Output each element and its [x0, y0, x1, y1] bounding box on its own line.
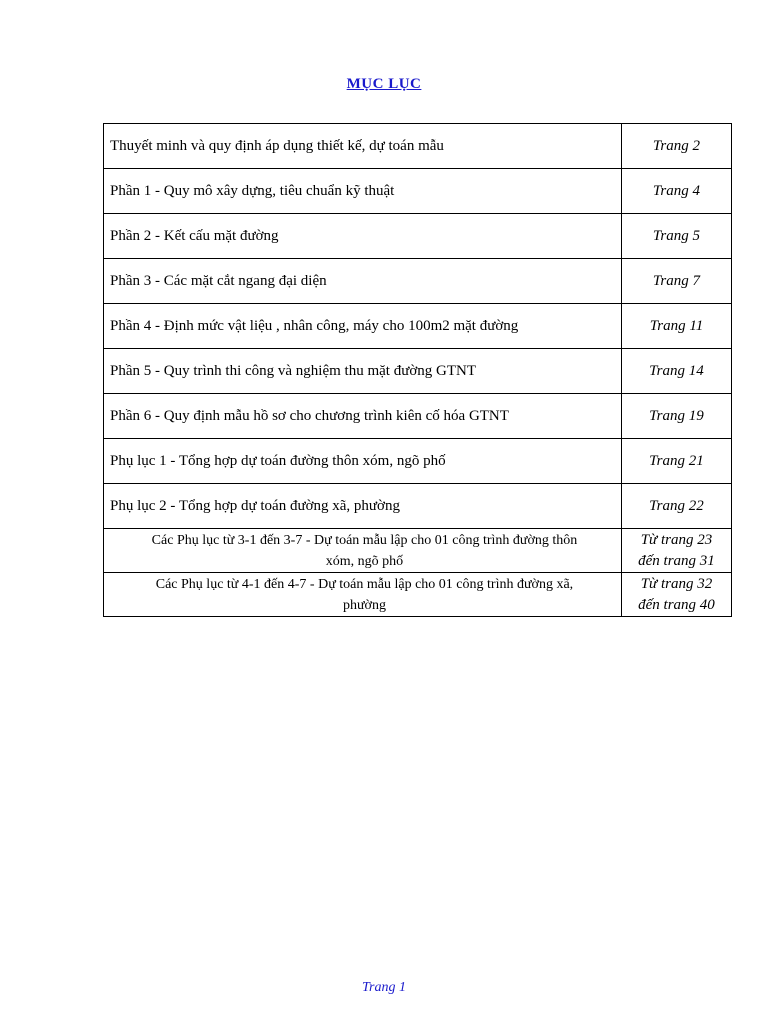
toc-page: Trang 5 [621, 214, 731, 259]
toc-row [104, 349, 732, 394]
toc-entry [104, 573, 622, 617]
toc-entry-line: Các Phụ lục từ 4-1 đến 4-7 - Dự toán mẫu lập cho 01 công trình đường xã, [155, 576, 574, 592]
toc-row [104, 439, 732, 484]
toc-entry: Phần 1 - Quy mô xây dựng, tiêu chuẩn kỹ thuật [104, 169, 622, 214]
toc-page [621, 529, 731, 573]
toc-row [104, 214, 732, 259]
toc-page [621, 573, 731, 617]
toc-row [104, 529, 732, 573]
toc-page: Trang 7 [621, 259, 731, 304]
toc-entry: Thuyết minh và quy định áp dụng thiết kế, dự toán mẫu [104, 124, 622, 169]
toc-row [104, 394, 732, 439]
toc-page: Trang 22 [621, 484, 731, 529]
toc-entry: Phần 3 - Các mặt cắt ngang đại diện [104, 259, 622, 304]
toc-entry-line: phường [342, 597, 386, 613]
page-footer: Trang 1 [362, 980, 406, 995]
toc-entry-line: Các Phụ lục từ 3-1 đến 3-7 - Dự toán mẫu lập cho 01 công trình đường thôn [151, 532, 578, 548]
toc-page: Trang 19 [621, 394, 731, 439]
toc-entry-line: xóm, ngõ phố [325, 553, 404, 569]
toc-row [104, 484, 732, 529]
toc-entry: Phụ lục 1 - Tổng hợp dự toán đường thôn xóm, ngõ phố [104, 439, 622, 484]
toc-row [104, 259, 732, 304]
toc-entry: Phần 4 - Định mức vật liệu , nhân công, máy cho 100m2 mặt đường [104, 304, 622, 349]
toc-page-line: đến trang 31 [638, 552, 715, 569]
toc-page: Trang 2 [621, 124, 731, 169]
toc-heading: MỤC LỤC [346, 76, 422, 92]
toc-page: Trang 11 [621, 304, 731, 349]
toc-table [103, 123, 732, 617]
toc-row [104, 304, 732, 349]
toc-row [104, 169, 732, 214]
toc-entry [104, 529, 622, 573]
toc-page: Trang 21 [621, 439, 731, 484]
toc-page-line: Từ trang 32 [640, 575, 713, 592]
toc-entry: Phần 5 - Quy trình thi công và nghiệm thu mặt đường GTNT [104, 349, 622, 394]
toc-entry: Phần 6 - Quy định mẫu hồ sơ cho chương trình kiên cố hóa GTNT [104, 394, 622, 439]
toc-entry: Phụ lục 2 - Tổng hợp dự toán đường xã, phường [104, 484, 622, 529]
toc-page-line: đến trang 40 [638, 596, 715, 613]
toc-page-line: Từ trang 23 [640, 531, 713, 548]
toc-row [104, 573, 732, 617]
toc-row [104, 124, 732, 169]
toc-page: Trang 14 [621, 349, 731, 394]
toc-entry: Phần 2 - Kết cấu mặt đường [104, 214, 622, 259]
toc-page: Trang 4 [621, 169, 731, 214]
